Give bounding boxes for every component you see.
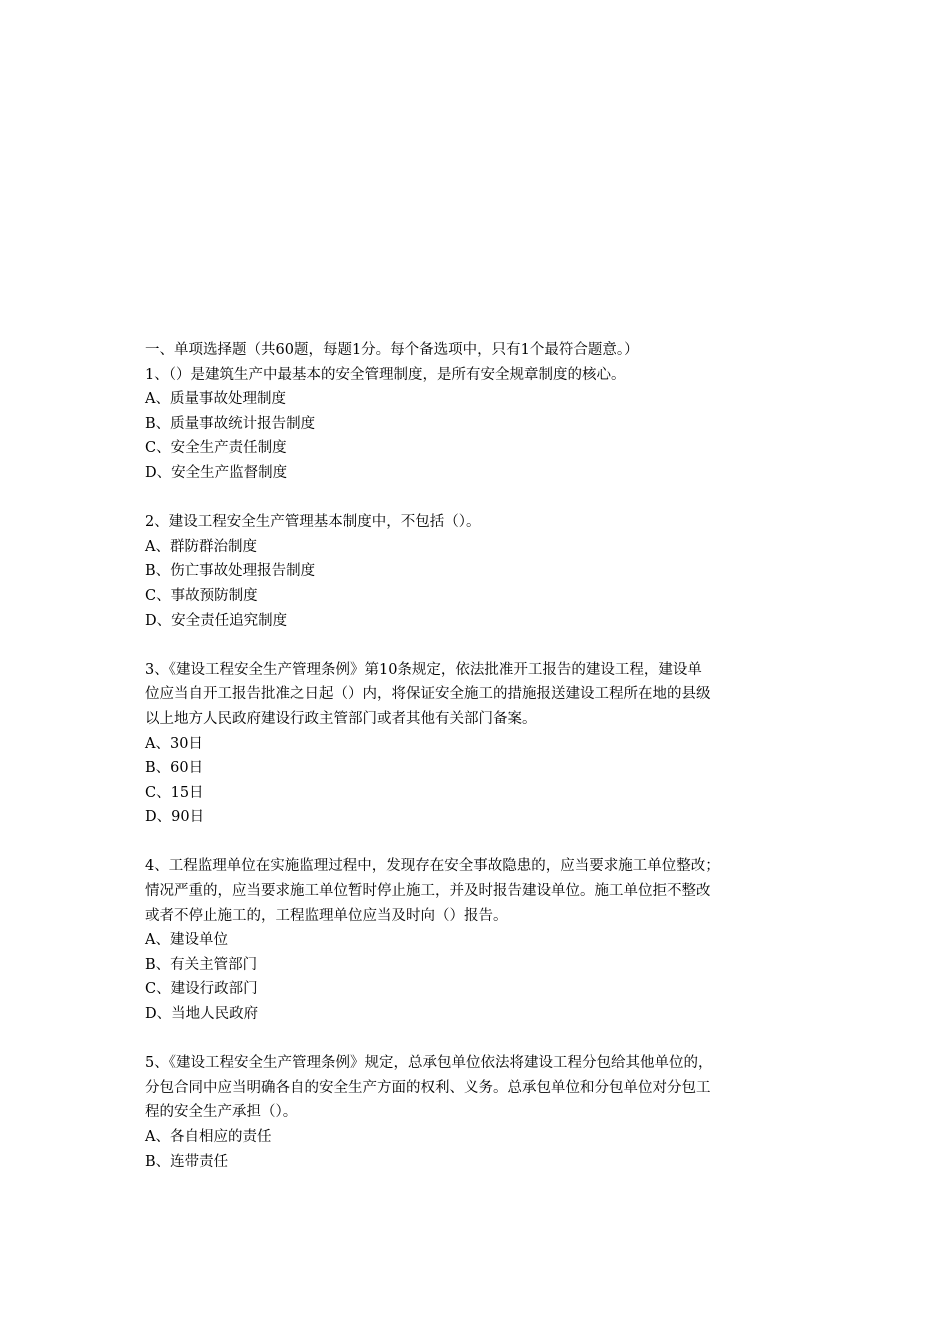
option-c: C、15日 xyxy=(145,784,204,801)
option-c: C、安全生产责任制度 xyxy=(145,440,287,457)
question-stem: 5、《建设工程安全生产管理条例》规定，总承包单位依法将建设工程分包给其他单位的， xyxy=(145,1055,713,1072)
question-stem: 分包合同中应当明确各自的安全生产方面的权利、义务。总承包单位和分包单位对分包工 xyxy=(145,1079,711,1096)
option-a: A、建设单位 xyxy=(145,932,228,949)
question-5 xyxy=(145,1051,810,1174)
option-a: A、群防群治制度 xyxy=(145,538,257,555)
question-1 xyxy=(145,363,810,486)
question-stem: 4、工程监理单位在实施监理过程中，发现存在安全事故隐患的，应当要求施工单位整改； xyxy=(145,858,720,875)
option-c: C、事故预防制度 xyxy=(145,587,258,604)
question-2 xyxy=(145,510,810,633)
option-c: C、建设行政部门 xyxy=(145,981,258,998)
question-stem: 情况严重的，应当要求施工单位暂时停止施工，并及时报告建设单位。施工单位拒不整改 xyxy=(145,883,711,900)
option-d: D、安全责任追究制度 xyxy=(145,612,288,629)
option-a: A、质量事故处理制度 xyxy=(145,391,286,408)
option-b: B、有关主管部门 xyxy=(145,956,258,973)
document-body xyxy=(145,338,810,1199)
option-d: D、安全生产监督制度 xyxy=(145,464,288,481)
question-3 xyxy=(145,658,810,830)
option-b: B、伤亡事故处理报告制度 xyxy=(145,563,316,580)
option-d: D、90日 xyxy=(145,809,205,826)
option-a: A、各自相应的责任 xyxy=(145,1129,272,1145)
question-stem: 3、《建设工程安全生产管理条例》第10条规定，依法批准开工报告的建设工程，建设单 xyxy=(145,661,702,678)
question-stem: 位应当自开工报告批准之日起（）内，将保证安全施工的措施报送建设工程所在地的县级 xyxy=(145,686,711,703)
question-stem: 2、建设工程安全生产管理基本制度中，不包括（）。 xyxy=(145,514,481,531)
option-a: A、30日 xyxy=(145,735,203,752)
question-stem: 以上地方人民政府建设行政主管部门或者其他有关部门备案。 xyxy=(145,710,537,727)
option-b: B、质量事故统计报告制度 xyxy=(145,415,316,432)
question-4 xyxy=(145,854,810,1026)
question-stem: 或者不停止施工的，工程监理单位应当及时向（）报告。 xyxy=(145,907,508,924)
question-stem: 1、（）是建筑生产中最基本的安全管理制度，是所有安全规章制度的核心。 xyxy=(145,366,626,383)
option-b: B、连带责任 xyxy=(145,1153,229,1170)
option-d: D、当地人民政府 xyxy=(145,1006,259,1023)
option-b: B、60日 xyxy=(145,760,204,777)
section-heading: 一、单项选择题（共60题，每题1分。每个备选项中，只有1个最符合题意。） xyxy=(145,342,639,358)
question-stem: 程的安全生产承担（）。 xyxy=(145,1104,298,1121)
